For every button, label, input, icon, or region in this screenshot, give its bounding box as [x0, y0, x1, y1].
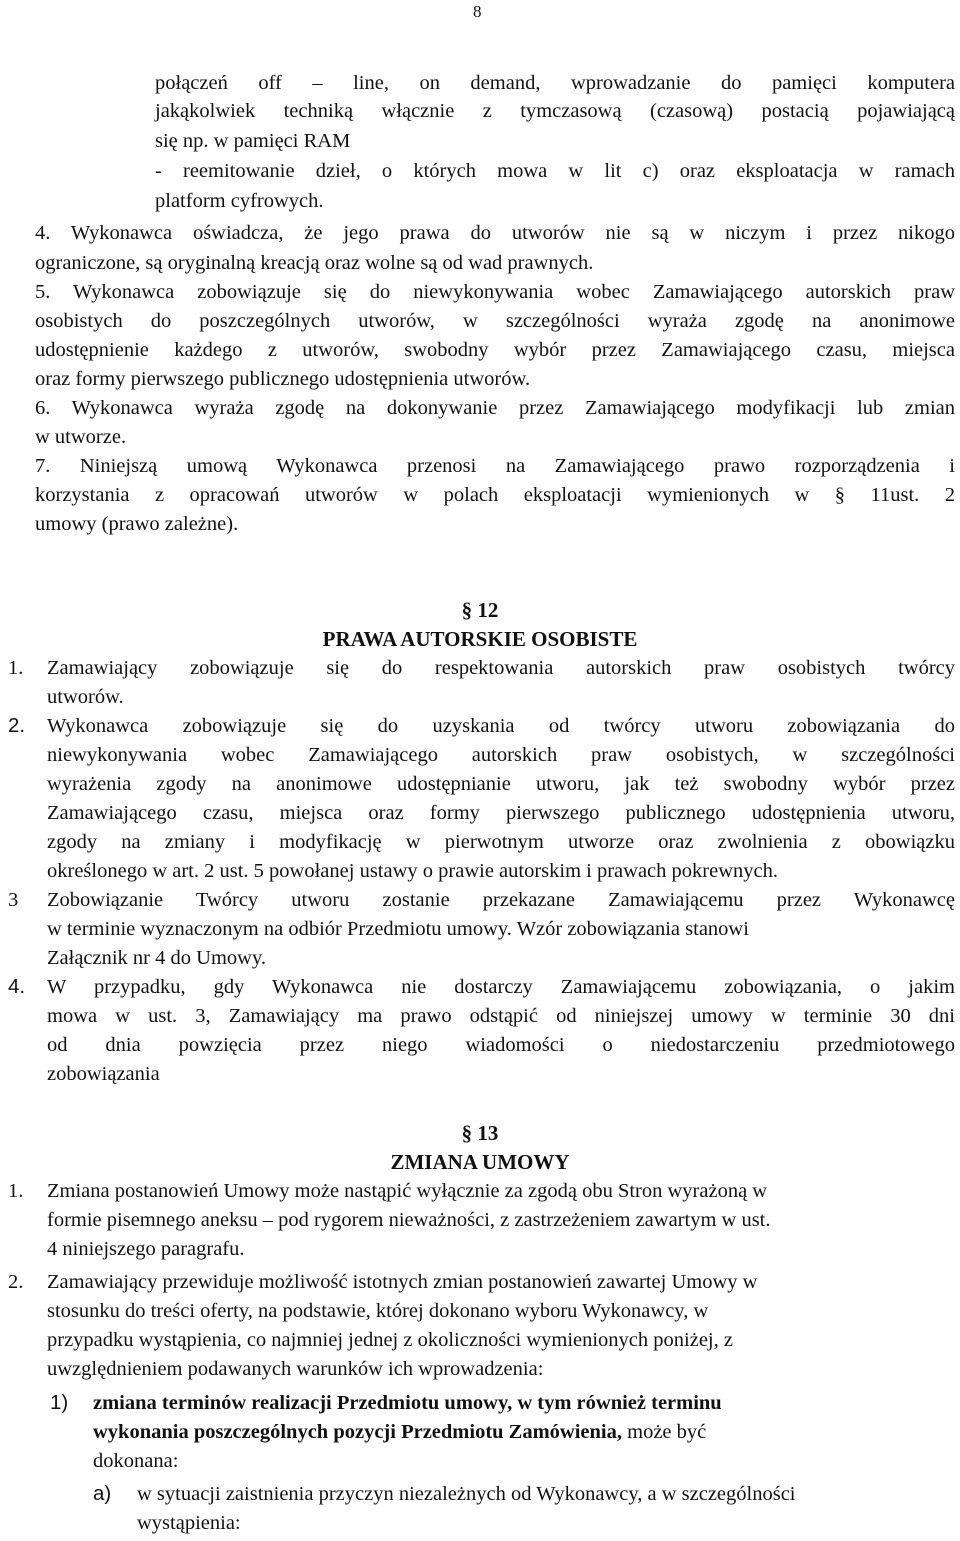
item-line: W przypadku, gdy Wykonawca nie dostarczy Zamawiającemu zobowiązania, o jakim	[47, 976, 955, 998]
text-line: - reemitowanie dzieł, o których mowa w lit c) oraz eksploatacja w ramach	[155, 160, 955, 182]
subitem-line: zmiana terminów realizacji Przedmiotu umowy, w tym również terminu	[93, 1392, 722, 1414]
item-line: zgody na zmiany i modyfikację w pierwotnym utworze oraz zwolnienia z obowiązku	[47, 831, 955, 853]
item-line: utworów.	[47, 686, 124, 708]
paragraph-4-line: ograniczone, są oryginalną kreacją oraz wolne są od wad prawnych.	[35, 252, 594, 274]
paragraph-5-line: oraz formy pierwszego publicznego udostępnienia utworów.	[35, 368, 531, 390]
paragraph-7-line: 7. Niniejszą umową Wykonawca przenosi na Zamawiającego prawo rozporządzenia i	[35, 455, 955, 477]
item-line: uwzględnieniem podawanych warunków ich wprowadzenia:	[47, 1358, 544, 1380]
item-line: niewykonywania wobec Zamawiającego autorskich praw osobistych, w szczególności	[47, 744, 955, 766]
item-line: zobowiązania	[47, 1063, 160, 1085]
paragraph-5-line: udostępnienie każdego z utworów, swobodny wybór przez Zamawiającego czasu, miejsca	[35, 339, 955, 361]
subitem-number: 1)	[50, 1391, 69, 1414]
item-number: 2.	[8, 1271, 24, 1293]
item-number: 3	[8, 889, 19, 911]
item-line: Załącznik nr 4 do Umowy.	[47, 947, 266, 969]
section-13-title: ZMIANA UMOWY	[390, 1150, 570, 1174]
item-line: stosunku do treści oferty, na podstawie, której dokonano wyboru Wykonawcy, w	[47, 1300, 709, 1322]
item-number: 2.	[8, 714, 26, 737]
item-line: przypadku wystąpienia, co najmniej jednej z okoliczności wymienionych poniżej, z	[47, 1329, 733, 1351]
text-line: się np. w pamięci RAM	[155, 130, 351, 152]
paragraph-5-line: 5. Wykonawca zobowiązuje się do niewykonywania wobec Zamawiającego autorskich praw	[35, 281, 955, 303]
subitem-line: w sytuacji zaistnienia przyczyn niezależnych od Wykonawcy, a w szczególności	[137, 1483, 796, 1505]
item-number: 1.	[8, 657, 24, 679]
item-number: 4.	[8, 975, 26, 998]
item-line: Zobowiązanie Twórcy utworu zostanie przekazane Zamawiającemu przez Wykonawcę	[47, 889, 955, 911]
paragraph-4-line: 4. Wykonawca oświadcza, że jego prawa do utworów nie są w niczym i przez nikogo	[35, 222, 955, 244]
item-line: Zamawiający zobowiązuje się do respektowania autorskich praw osobistych twórcy	[47, 657, 955, 679]
item-line: wyrażenia zgody na anonimowe udostępnianie utworu, jak też swobodny wybór przez	[47, 773, 955, 795]
paragraph-5-line: osobistych do poszczególnych utworów, w szczególności wyraża zgodę na anonimowe	[35, 310, 955, 332]
item-number: 1.	[8, 1180, 24, 1202]
paragraph-7-line: korzystania z opracowań utworów w polach eksploatacji wymienionych w § 11ust. 2	[35, 484, 955, 506]
item-line: 4 niniejszego paragrafu.	[47, 1238, 245, 1260]
text-line: platform cyfrowych.	[155, 190, 324, 212]
section-12-number: § 12	[461, 598, 499, 622]
item-line: mowa w ust. 3, Zamawiający ma prawo odstąpić od niniejszej umowy w terminie 30 dni	[47, 1005, 955, 1027]
item-line: Wykonawca zobowiązuje się do uzyskania od twórcy utworu zobowiązania do	[47, 715, 955, 737]
item-line: w terminie wyznaczonym na odbiór Przedmiotu umowy. Wzór zobowiązania stanowi	[47, 918, 749, 940]
subitem-bold-text: wykonania poszczególnych pozycji Przedmiotu Zamówienia,	[93, 1421, 622, 1443]
subitem-line: wystąpienia:	[137, 1512, 241, 1534]
paragraph-6-line: w utworze.	[35, 426, 127, 448]
item-line: od dnia powzięcia przez niego wiadomości o niedostarczeniu przedmiotowego	[47, 1034, 955, 1056]
paragraph-6-line: 6. Wykonawca wyraża zgodę na dokonywanie przez Zamawiającego modyfikacji lub zmian	[35, 397, 955, 419]
item-line: określonego w art. 2 ust. 5 powołanej ustawy o prawie autorskim i prawach pokrewnych.	[47, 860, 778, 882]
section-12-title: PRAWA AUTORSKIE OSOBISTE	[322, 627, 638, 651]
item-line: Zmiana postanowień Umowy może nastąpić wyłącznie za zgodą obu Stron wyrażoną w	[47, 1180, 768, 1202]
text-line: połączeń off – line, on demand, wprowadzanie do pamięci komputera	[155, 72, 955, 94]
subitem-line	[93, 1418, 706, 1446]
section-13-number: § 13	[461, 1121, 499, 1145]
item-line: formie pisemnego aneksu – pod rygorem nieważności, z zastrzeżeniem zawartym w ust.	[47, 1209, 771, 1231]
item-line: Zamawiającego czasu, miejsca oraz formy pierwszego publicznego udostępnienia utworu,	[47, 802, 955, 824]
paragraph-7-line: umowy (prawo zależne).	[35, 513, 239, 535]
subitem-text: może być	[622, 1421, 707, 1443]
text-line: jakąkolwiek techniką włącznie z tymczasową (czasową) postacią pojawiającą	[155, 100, 955, 122]
item-line: Zamawiający przewiduje możliwość istotnych zmian postanowień zawartej Umowy w	[47, 1271, 758, 1293]
subitem-line: dokonana:	[93, 1450, 179, 1472]
page-number: 8	[473, 2, 482, 21]
subitem-letter: a)	[93, 1482, 112, 1505]
